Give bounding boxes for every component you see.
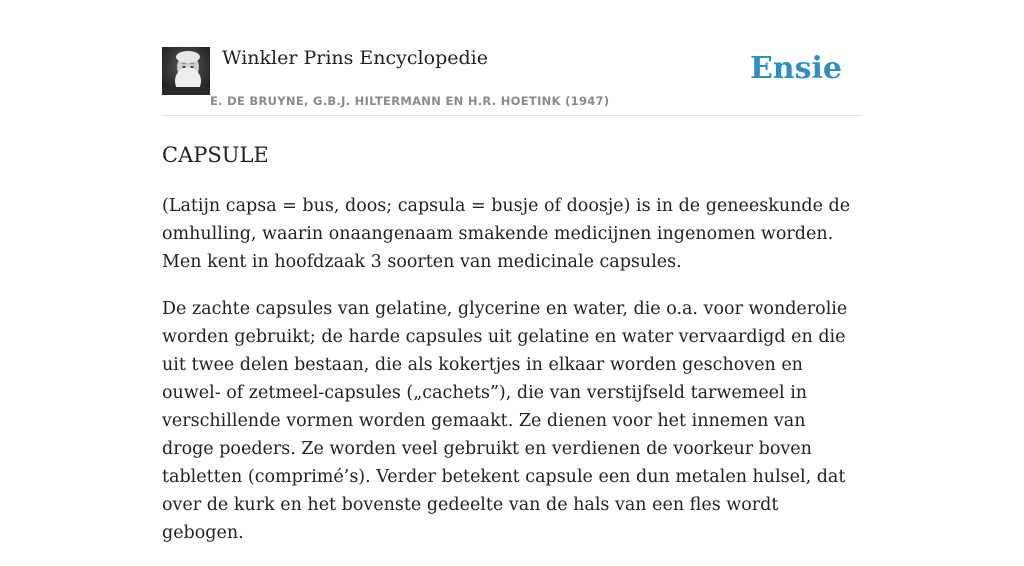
header (162, 46, 862, 116)
article-paragraph: (Latijn capsa = bus, doos; capsula = busje of doosje) is in de geneeskunde de omhulling, waarin onaangenaam smakende medicijnen ingenomen worden. Men kent in hoofdzaak 3 soorten van medicinale capsules. (162, 196, 851, 272)
entry-title: CAPSULE (162, 143, 269, 167)
source-title: Winkler Prins Encyclopedie (222, 47, 488, 69)
article-body (162, 192, 862, 566)
author-avatar (162, 47, 210, 95)
author-portrait-icon (162, 47, 210, 95)
authors-line: E. DE BRUYNE, G.B.J. HILTERMANN EN H.R. HOETINK (1947) (210, 94, 610, 108)
article-paragraph: De zachte capsules van gelatine, glycerine en water, die o.a. voor wonderolie worden gebruikt; de harde capsules uit gelatine en water vervaardigd en die uit twee delen bestaan, die als kokertjes in elkaar worden geschoven en ouwel- of zetmeel-capsules („cachets”), die van verstijfseld tarwemeel in verschillende vormen worden gemaakt. Ze dienen voor het innemen van droge poeders. Ze worden veel gebruikt en verdienen de voorkeur boven tabletten (comprimé’s). Verder betekent capsule een dun metalen hulsel, dat over de kurk en het bovenste gedeelte van de hals van een fles wordt gebogen. (162, 299, 848, 543)
header-divider (162, 115, 862, 116)
ensie-logo[interactable]: Ensie (749, 51, 842, 86)
